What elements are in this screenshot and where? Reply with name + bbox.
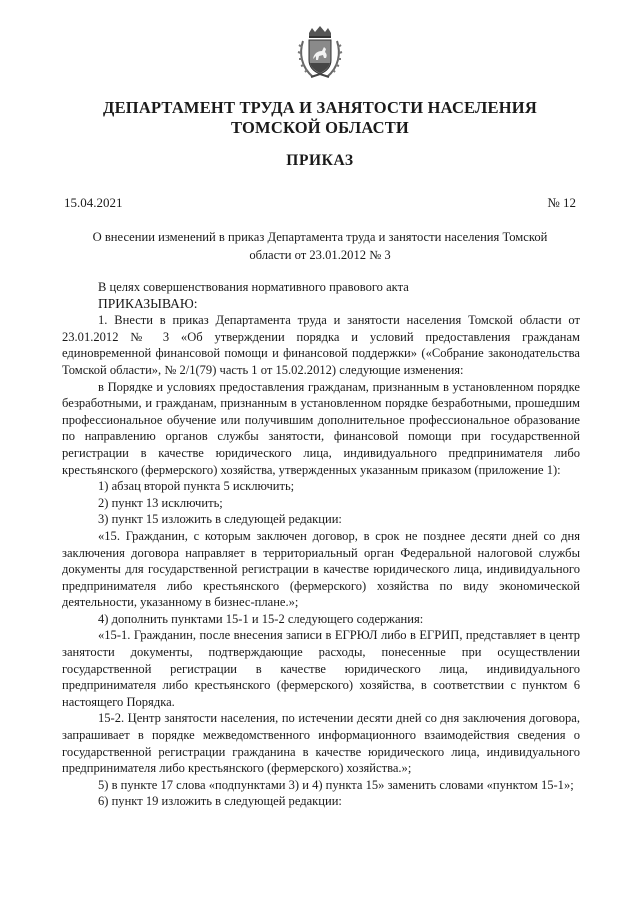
body-paragraph-clause-15-1: «15-1. Гражданин, после внесения записи в ЕГРЮЛ либо в ЕГРИП, представляет в центр занятости документы, подтверждающие расходы, понесенные при осуществлении государственной регистрации в качестве юридического лица, индивидуального предпринимателя либо крестьянского (фермерского) хозяйства, в соответствии с пунктом 6 настоящего Порядка. [62,628,580,709]
document-subject: О внесении изменений в приказ Департамента труда и занятости населения Томской области от 23.01.2012 № 3 [92,230,548,262]
document-number: № 12 [547,195,576,210]
organization-name-line2: ТОМСКОЙ ОБЛАСТИ [231,118,409,137]
body-paragraph-subitem-4: 4) дополнить пунктами 15-1 и 15-2 следующего содержания: [98,611,424,626]
body-paragraph-subitem-1: 1) абзац второй пункта 5 исключить; [98,479,295,494]
document-date: 15.04.2021 [64,195,123,210]
organization-name-line1: ДЕПАРТАМЕНТ ТРУДА И ЗАНЯТОСТИ НАСЕЛЕНИЯ [103,98,537,117]
tomsk-region-coat-of-arms-icon [297,25,343,81]
document-type: ПРИКАЗ [286,152,354,169]
body-paragraph-subitem-5: 5) в пункте 17 слова «подпунктами 3) и 4) пункта 15» заменить словами «пунктом 15-1»; [98,777,574,792]
body-paragraph-clause-15: «15. Гражданин, с которым заключен договор, в срок не позднее десяти дней со дня заключения договора направляет в территориальный орган Федеральной налоговой службы документы для государственной регистрации в качестве юридического лица, индивидуального предпринимателя либо крестьянского (фермерского) хозяйства по виду экономической деятельности, указанному в бизнес-плане.»; [62,528,580,610]
document-body [62,279,580,810]
body-paragraph-preamble: В целях совершенствования нормативного правового акта [98,280,409,294]
body-paragraph-procedure: в Порядке и условиях предоставления гражданам, признанным в установленном порядке безработными, и гражданам, признанным в установленном порядке безработными, прошедшим профессиональное обучение или получившим дополнительное профессиональное образование по направлению органов службы занятости, финансовой помощи при государственной регистрации в качестве юридического лица, индивидуального предпринимателя либо крестьянского (фермерского) хозяйства, утвержденных указанным приказом (приложение 1): [62,379,580,477]
body-paragraph-clause-15-2: 15-2. Центр занятости населения, по истечении десяти дней со дня заключения договора, запрашивает в порядке межведомственного информационного взаимодействия сведения о государственной регистрации гражданина в качестве юридического лица, индивидуального предпринимателя либо крестьянского (фермерского) хозяйства.»; [62,711,580,776]
body-paragraph-subitem-2: 2) пункт 13 исключить; [98,495,223,510]
body-paragraph-subitem-6: 6) пункт 19 изложить в следующей редакции: [98,794,342,809]
body-paragraph-item-1: 1. Внести в приказ Департамента труда и занятости населения Томской области от 23.01.2012 № 3 «Об утверждении порядка и условий предоставления гражданам единовременной финансовой помощи и финансовой поддержки» («Собрание законодательства Томской области», № 2/1(79) часть 1 от 15.02.2012) следующие изменения: [62,313,580,377]
body-paragraph-subitem-3: 3) пункт 15 изложить в следующей редакции: [98,512,342,527]
body-paragraph-order-word: ПРИКАЗЫВАЮ: [98,295,198,311]
